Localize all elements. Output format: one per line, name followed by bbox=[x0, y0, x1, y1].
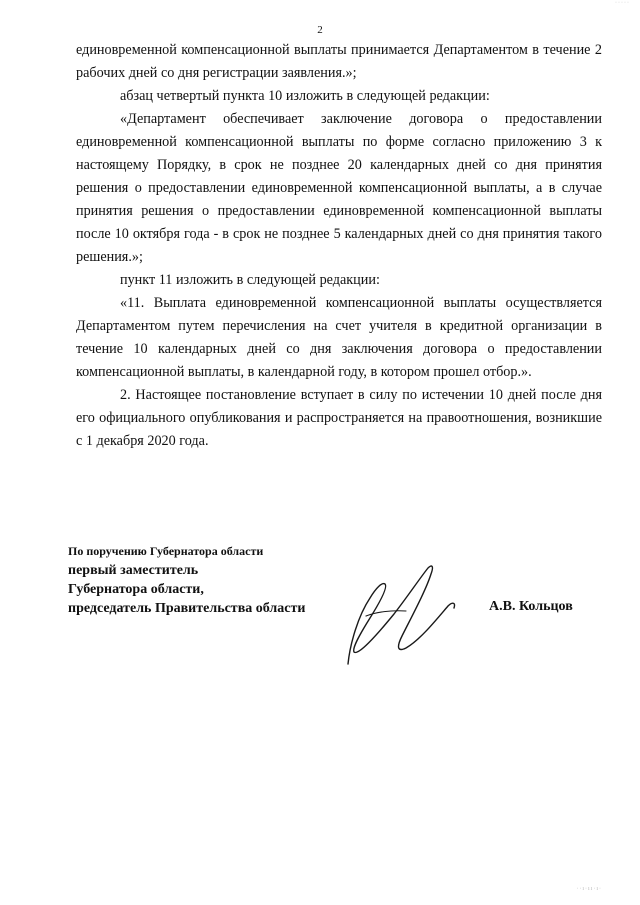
signer-name: А.В. Кольцов bbox=[489, 599, 573, 614]
paragraph-5: «11. Выплата единовременной компенсационной выплаты осуществляется Департаментом путем перечисления на счет учителя в кредитной организации в течение 10 календарных дней со дня заключения договора о предоставлении компенсационной выплаты, в календарной году, в котором прошел отбор.». bbox=[76, 295, 602, 380]
document-body bbox=[76, 39, 602, 453]
page-number: 2 bbox=[317, 24, 323, 36]
scan-mark-bottom: ··ı·ıı·ı· bbox=[576, 886, 602, 892]
paragraph-4: пункт 11 изложить в следующей редакции: bbox=[120, 272, 380, 288]
paragraph-2: абзац четвертый пункта 10 изложить в следующей редакции: bbox=[120, 88, 490, 104]
signature-line-2: первый заместитель bbox=[68, 563, 199, 578]
paragraph-1: единовременной компенсационной выплаты принимается Департаментом в течение 2 рабочих дней со дня регистрации заявления.»; bbox=[76, 42, 602, 81]
paragraph-6: 2. Настоящее постановление вступает в силу по истечении 10 дней после дня его официального опубликования и распространяется на правоотношения, возникшие с 1 декабря 2020 года. bbox=[76, 387, 602, 449]
signature-line-1: По поручению Губернатора области bbox=[68, 544, 264, 558]
signature-line-4: председатель Правительства области bbox=[68, 601, 306, 616]
scan-mark-top: ····· bbox=[615, 0, 630, 6]
handwritten-signature bbox=[336, 556, 466, 671]
signature-line-3: Губернатора области, bbox=[68, 582, 204, 597]
paragraph-3: «Департамент обеспечивает заключение договора о предоставлении единовременной компенсационной выплаты по форме согласно приложению 3 к настоящему Порядку, в срок не позднее 20 календарных дней со дня принятия решения о предоставлении единовременной компенсационной выплаты, а в случае принятия решения о предоставлении единовременной компенсационной выплаты после 10 октября года - в срок не позднее 5 календарных дней со дня принятия такого решения.»; bbox=[76, 111, 602, 265]
signature-block bbox=[68, 542, 305, 618]
